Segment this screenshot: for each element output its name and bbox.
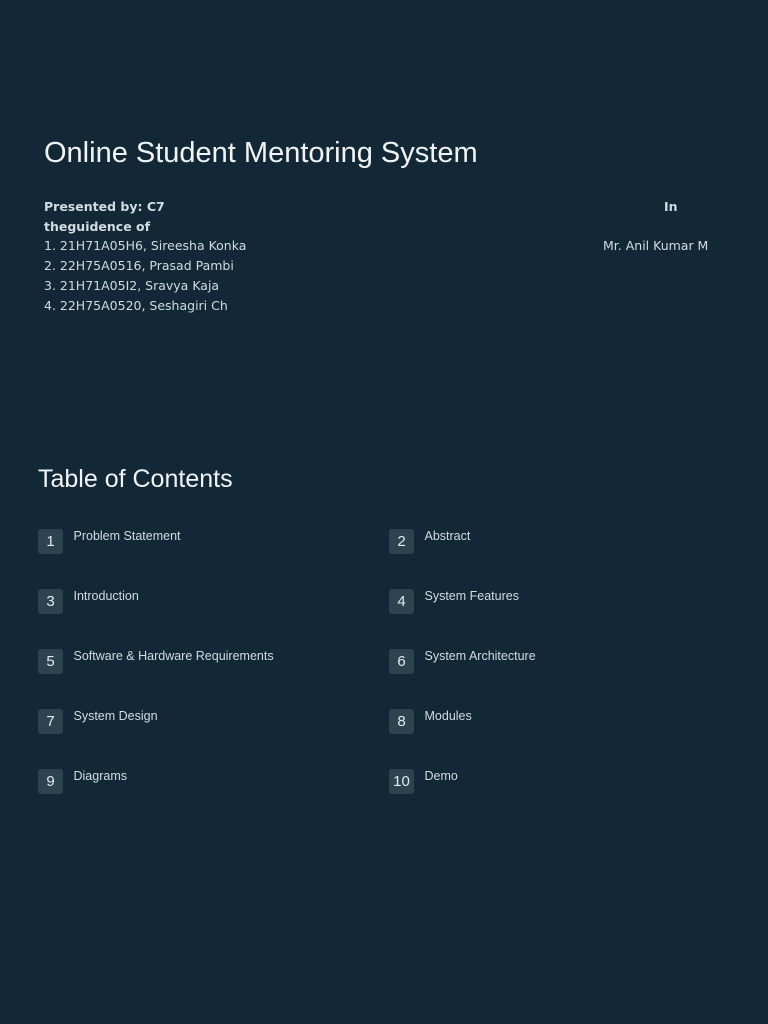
team-member: 4. 22H75A0520, Seshagiri Ch bbox=[44, 298, 228, 313]
guide-name: Mr. Anil Kumar M bbox=[603, 238, 709, 253]
team-member: 2. 22H75A0516, Prasad Pambi bbox=[44, 258, 234, 273]
toc-item-number: 3 bbox=[38, 589, 63, 614]
toc-item-number: 9 bbox=[38, 769, 63, 794]
toc-item-number: 5 bbox=[38, 649, 63, 674]
guidance-label: theguidence of bbox=[44, 218, 151, 234]
toc-item-number: 4 bbox=[389, 589, 414, 614]
toc-item-label: Abstract bbox=[424, 529, 471, 543]
toc-item-introduction[interactable] bbox=[38, 589, 368, 615]
toc-item-number: 7 bbox=[38, 709, 63, 734]
toc-item-label: Demo bbox=[424, 769, 458, 783]
toc-item-number: 8 bbox=[389, 709, 414, 734]
toc-item-number: 6 bbox=[389, 649, 414, 674]
presenters-block bbox=[44, 197, 344, 316]
toc-title: Table of Contents bbox=[38, 465, 233, 493]
toc-item-number: 1 bbox=[38, 529, 63, 554]
slide-title: Online Student Mentoring System bbox=[44, 137, 478, 169]
toc-item-label: System Design bbox=[73, 709, 158, 723]
toc-item-system-features[interactable] bbox=[389, 589, 719, 615]
team-member: 1. 21H71A05H6, Sireesha Konka bbox=[44, 238, 247, 253]
presented-by-heading: Presented by: C7 bbox=[44, 199, 165, 214]
toc-item-label: System Features bbox=[424, 589, 519, 603]
toc-item-modules[interactable] bbox=[389, 709, 719, 735]
toc-item-system-design[interactable] bbox=[38, 709, 368, 735]
toc-item-label: Modules bbox=[424, 709, 472, 723]
toc-item-number: 2 bbox=[389, 529, 414, 554]
toc-item-demo[interactable] bbox=[389, 769, 719, 795]
toc-item-label: Problem Statement bbox=[73, 529, 181, 543]
toc-item-diagrams[interactable] bbox=[38, 769, 368, 795]
toc-item-label: Introduction bbox=[73, 589, 139, 603]
toc-item-label: System Architecture bbox=[424, 649, 536, 663]
toc-item-label: Software & Hardware Requirements bbox=[73, 649, 274, 663]
toc-item-system-architecture[interactable] bbox=[389, 649, 719, 675]
toc-item-abstract[interactable] bbox=[389, 529, 719, 555]
toc-item-number: 10 bbox=[389, 769, 414, 794]
toc-item-software-hardware-requirements[interactable] bbox=[38, 649, 368, 675]
guidance-in-label: In bbox=[664, 199, 678, 214]
team-member: 3. 21H71A05I2, Sravya Kaja bbox=[44, 278, 220, 293]
toc-item-label: Diagrams bbox=[73, 769, 127, 783]
toc-item-problem-statement[interactable] bbox=[38, 529, 368, 555]
